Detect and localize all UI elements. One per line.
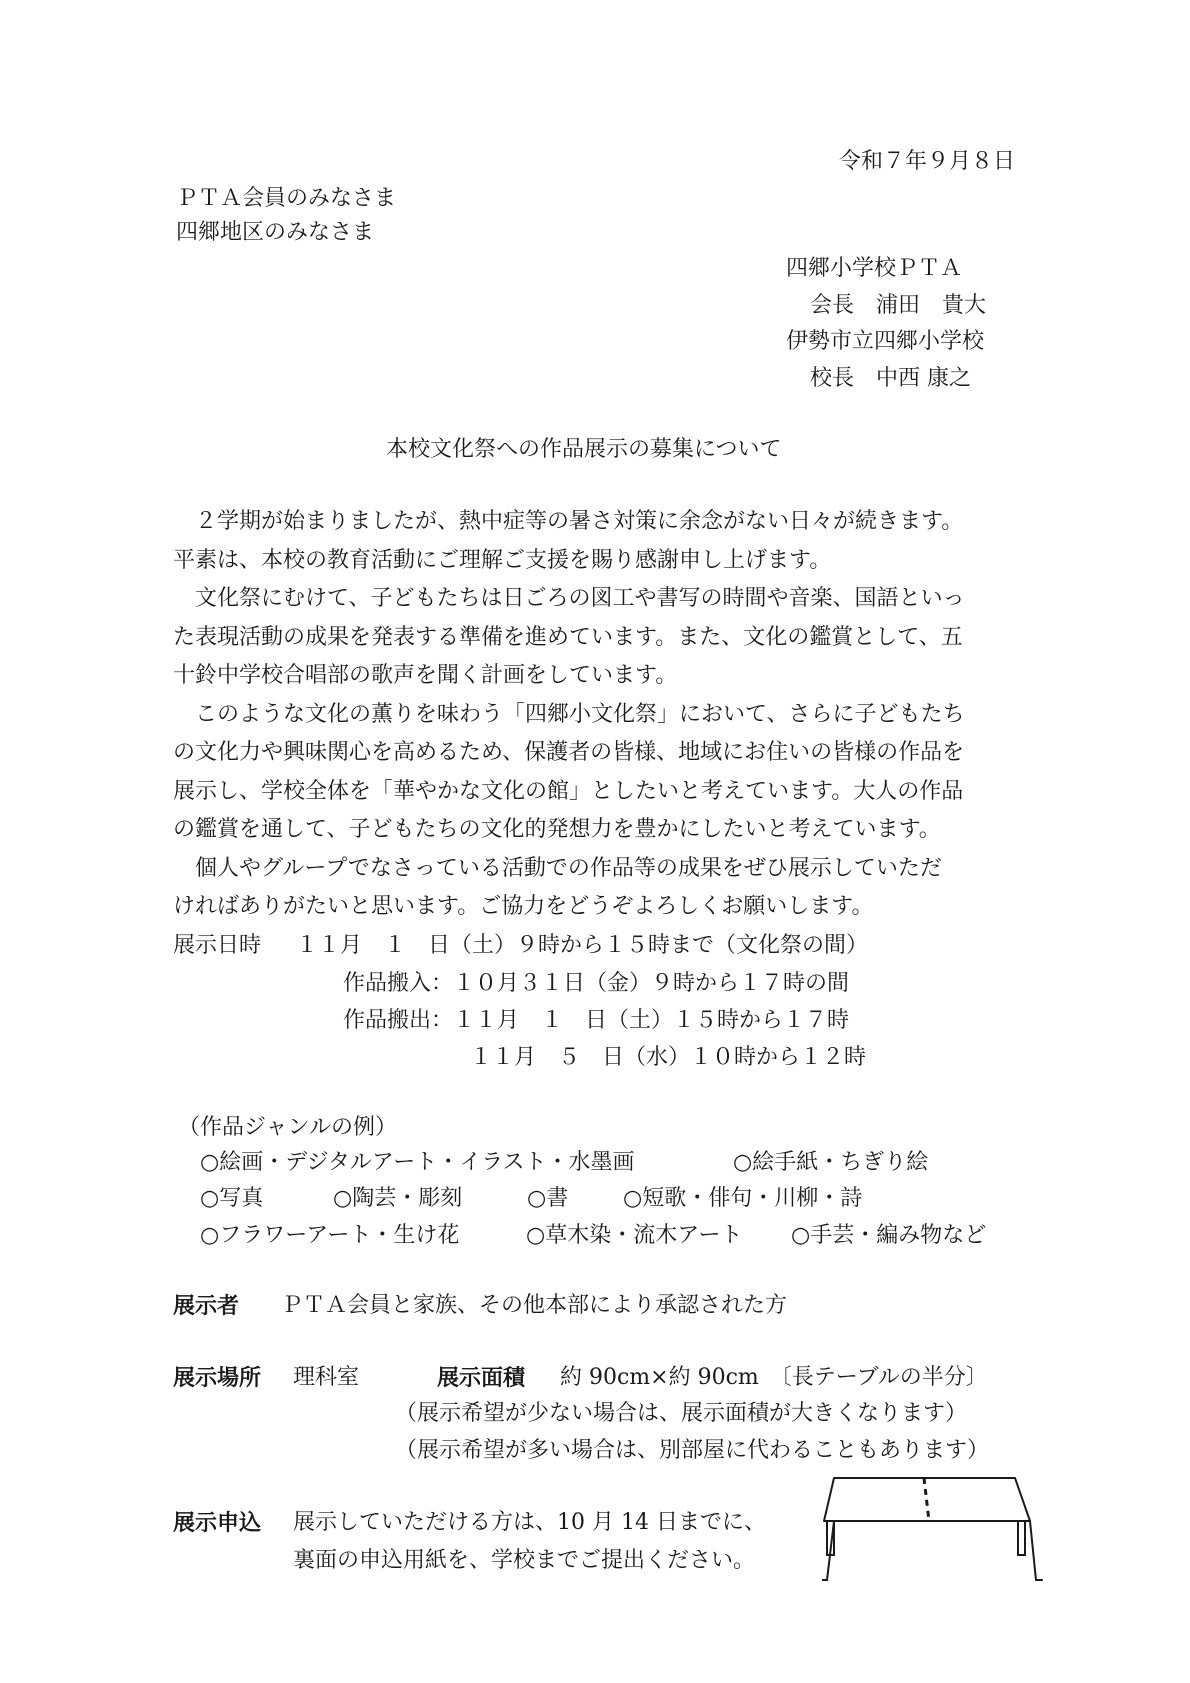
document-title: 本校文化祭への作品展示の募集について <box>386 437 782 462</box>
area-label: 展示面積 <box>437 1365 526 1391</box>
genre-item: ○手芸・編み物など <box>791 1223 987 1248</box>
body-line: た表現活動の成果を発表する準備を進めています。また、文化の鑑賞として、五 <box>173 624 963 650</box>
schedule-carry-in: 作品搬入：１０月３１日（金）９時から１７時の間 <box>343 971 850 996</box>
schedule-label: 展示日時 <box>173 933 262 958</box>
genre-item: ○絵手紙・ちぎり絵 <box>733 1150 929 1175</box>
genre-item: ○書 <box>527 1186 569 1211</box>
area-note: （展示希望が少ない場合は、展示面積が大きくなります） <box>395 1401 968 1426</box>
genre-item: ○フラワーアート・生け花 <box>200 1223 460 1248</box>
document-date: 令和７年９月８日 <box>839 149 1016 174</box>
exhibitor-text: ＰＴＡ会員と家族、その他本部により承認された方 <box>281 1293 788 1318</box>
body-line: ２学期が始まりましたが、熱中症等の暑さ対策に余念がない日々が続きます。 <box>173 509 964 534</box>
body-line: ければありがたいと思います。ご協力をどうぞよろしくお願いします。 <box>173 894 874 919</box>
place-value: 理科室 <box>293 1365 360 1390</box>
recipient-pta: ＰＴＡ会員のみなさま <box>176 186 397 211</box>
schedule-carry-out-second: １１月 ５ 日（水）１０時から１２時 <box>470 1045 867 1070</box>
long-table-illustration <box>822 1475 1044 1585</box>
genre-item: ○短歌・俳句・川柳・詩 <box>623 1186 863 1211</box>
body-line: 平素は、本校の教育活動にご理解ご支援を賜り感謝申し上げます。 <box>173 547 832 573</box>
body-line: の文化力や興味関心を高めるため、保護者の皆様、地域にお住いの皆様の作品を <box>173 740 965 765</box>
genre-heading: （作品ジャンルの例） <box>178 1115 398 1140</box>
genre-item: ○陶芸・彫刻 <box>333 1186 463 1211</box>
sender-school: 伊勢市立四郷小学校 <box>786 329 985 354</box>
schedule-carry-out: 作品搬出：１１月 １ 日（土）１５時から１７時 <box>343 1008 850 1033</box>
schedule-date: １１月 １ 日（土）９時から１５時まで（文化祭の間） <box>296 933 869 958</box>
body-text <box>173 503 965 927</box>
exhibitor-label: 展示者 <box>173 1293 240 1319</box>
body-line: 展示し、学校全体を「華やかな文化の館」としたいと考えています。大人の作品 <box>173 778 964 804</box>
body-line: 十鈴中学校合唱部の歌声を聞く計画をしています。 <box>173 663 678 688</box>
body-line: 個人やグループでなさっている活動での作品等の成果をぜひ展示していただ <box>173 855 942 881</box>
area-note: （展示希望が多い場合は、別部屋に代わることもあります） <box>395 1438 990 1463</box>
sender-principal: 校長 中西 康之 <box>810 366 971 391</box>
genre-item: ○草木染・流木アート <box>526 1223 743 1248</box>
body-line: このような文化の薫りを味わう「四郷小文化祭」において、さらに子どもたち <box>173 701 965 727</box>
application-line: 展示していただける方は、10 月 14 日までに、 <box>293 1510 766 1535</box>
area-value: 約 90cm×約 90cm 〔長テーブルの半分〕 <box>560 1365 988 1390</box>
sender-organization: 四郷小学校ＰＴＡ <box>786 256 963 281</box>
application-line: 裏面の申込用紙を、学校までご提出ください。 <box>293 1548 756 1573</box>
genre-item: ○写真 <box>200 1186 264 1211</box>
body-line: 文化祭にむけて、子どもたちは日ごろの図工や書写の時間や音楽、国語といっ <box>173 586 965 611</box>
body-line: の鑑賞を通して、子どもたちの文化的発想力を豊かにしたいと考えています。 <box>173 817 941 842</box>
recipient-district: 四郷地区のみなさま <box>176 220 375 245</box>
genre-item: ○絵画・デジタルアート・イラスト・水墨画 <box>200 1150 635 1175</box>
application-label: 展示申込 <box>173 1510 262 1536</box>
sender-pta-chair: 会長 浦田 貴大 <box>810 293 987 318</box>
place-label: 展示場所 <box>173 1365 262 1391</box>
